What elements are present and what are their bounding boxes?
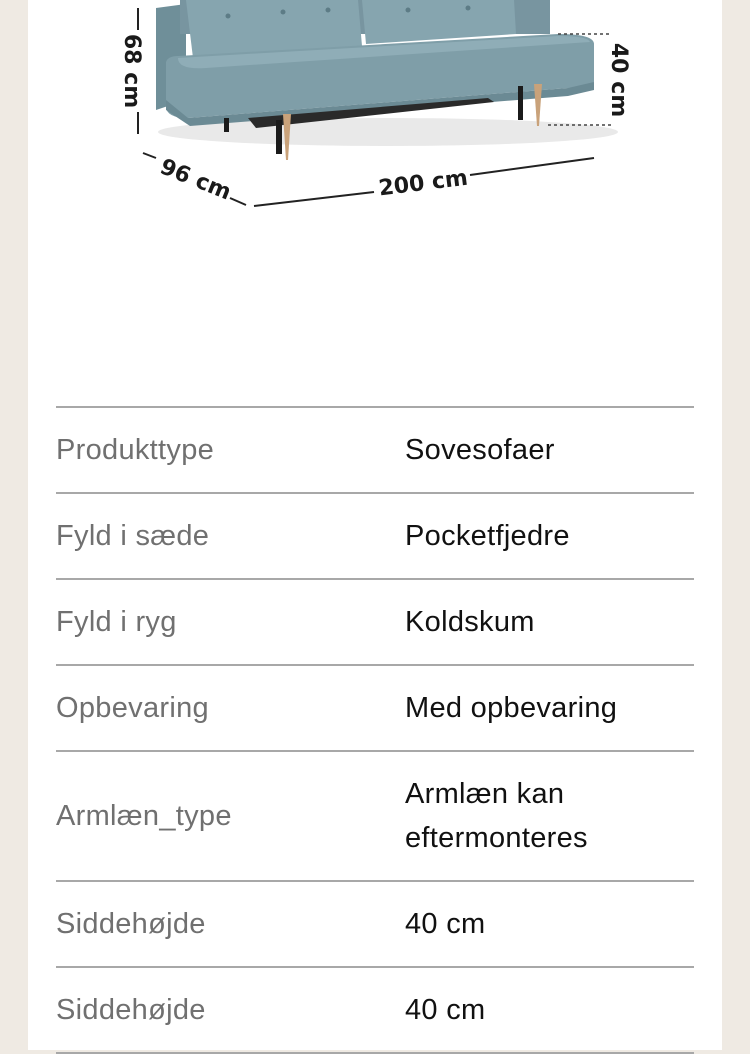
spec-row-produkttype: [56, 408, 694, 494]
spec-row-siddehojde: [56, 882, 694, 968]
spec-value: Sovesofaer: [405, 434, 555, 466]
spec-row-fyld-i-saede: [56, 494, 694, 580]
spec-label: Fyld i sæde: [56, 520, 210, 552]
leg-black-front: [276, 120, 282, 154]
spec-row-siddehojde-2: [56, 968, 694, 1054]
spec-label: Fyld i ryg: [56, 606, 177, 638]
dim-depth-label: 96 cm: [156, 154, 235, 206]
leg-wood-front-right: [534, 84, 542, 126]
dim-height-label: 68 cm: [119, 33, 144, 109]
spec-label: Armlæn_type: [56, 800, 232, 832]
spec-value: Armlæn kan eftermonteres: [405, 778, 588, 854]
product-image: [28, 0, 722, 260]
dim-width-label: 200 cm: [377, 165, 470, 202]
spec-label: Produkttype: [56, 434, 215, 466]
spec-label: Siddehøjde: [56, 908, 206, 940]
spec-table: [56, 406, 694, 1054]
spec-label: Siddehøjde: [56, 994, 206, 1026]
spec-label: Opbevaring: [56, 692, 209, 724]
spec-value: Med opbevaring: [405, 692, 618, 724]
dim-seat-height-label: 40 cm: [606, 42, 631, 118]
spec-value: Pocketfjedre: [405, 520, 570, 552]
leg-black-left: [224, 118, 229, 132]
product-page: [28, 0, 722, 1050]
spec-row-armlaen-type: [56, 752, 694, 882]
back-cushion-right: [362, 0, 516, 44]
spec-row-opbevaring: [56, 666, 694, 752]
leg-black-back-right: [518, 86, 523, 120]
spec-value: 40 cm: [405, 994, 486, 1026]
spec-value: 40 cm: [405, 908, 486, 940]
sofa-illustration: [28, 0, 722, 260]
spec-row-fyld-i-ryg: [56, 580, 694, 666]
spec-value: Koldskum: [405, 606, 535, 638]
